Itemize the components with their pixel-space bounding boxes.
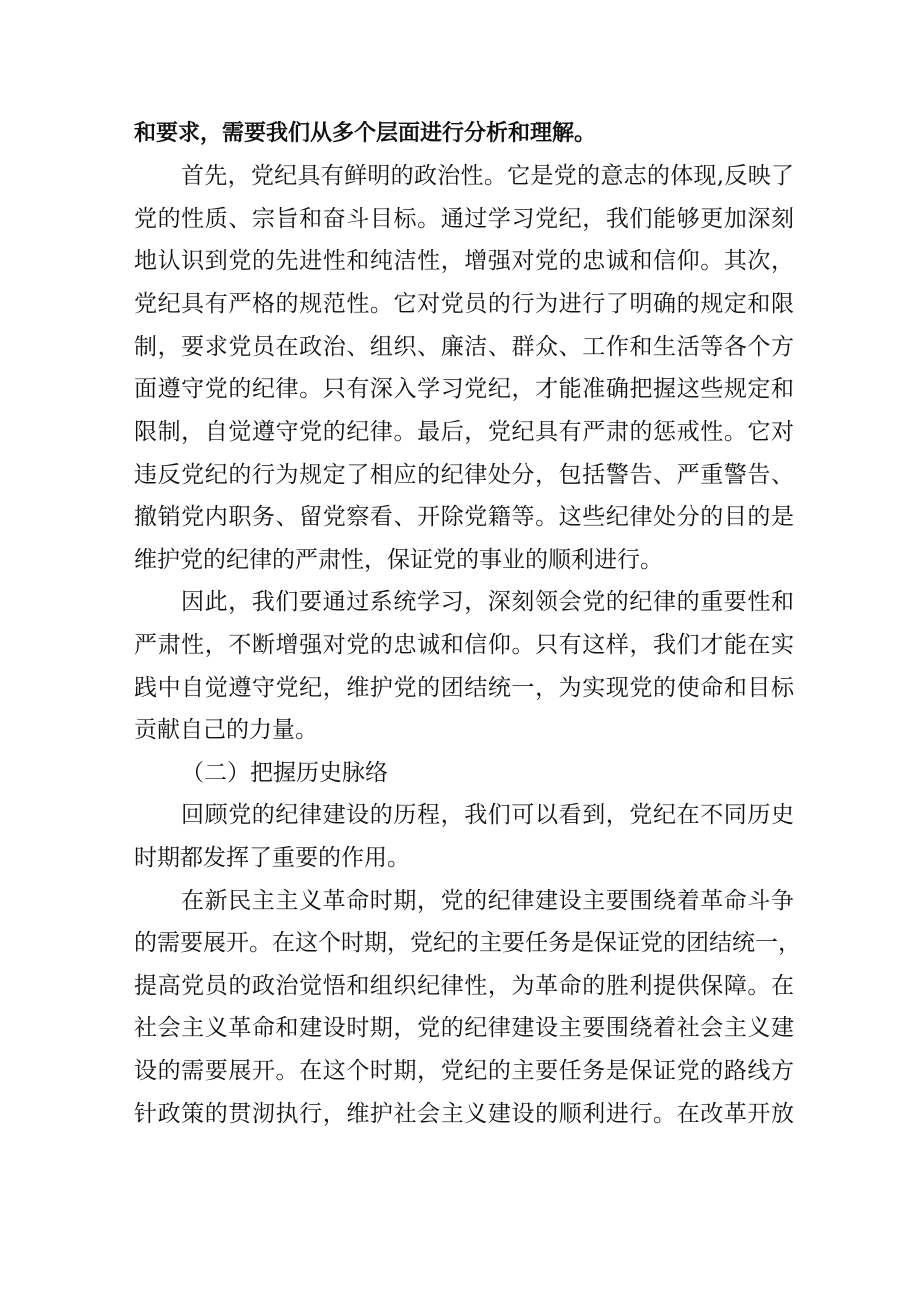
paragraph-line: 面遵守党的纪律。只有深入学习党纪，才能准确把握这些规定和 <box>134 376 794 402</box>
paragraph-line: 维护党的纪律的严肃性，保证党的事业的顺利进行。 <box>134 547 663 573</box>
paragraph-line: 党纪具有严格的规范性。它对党员的行为进行了明确的规定和限 <box>134 291 794 317</box>
paragraph-line: 时期都发挥了重要的作用。 <box>134 845 410 871</box>
paragraph-line: 设的需要展开。在这个时期，党纪的主要任务是保证党的路线方 <box>134 1058 794 1084</box>
paragraph-line: 贡献自己的力量。 <box>134 717 318 743</box>
paragraph-line: 违反党纪的行为规定了相应的纪律处分，包括警告、严重警告、 <box>134 462 794 488</box>
paragraph-line: 和要求，需要我们从多个层面进行分析和理解。 <box>134 121 597 146</box>
paragraph-line: 社会主义革命和建设时期，党的纪律建设主要围绕着社会主义建 <box>134 1015 794 1041</box>
paragraph-line: 严肃性，不断增强对党的忠诚和信仰。只有这样，我们才能在实 <box>134 632 794 658</box>
paragraph-line: 党的性质、宗旨和奋斗目标。通过学习党纪，我们能够更加深刻 <box>134 206 794 232</box>
paragraph-line: 制，要求党员在政治、组织、廉洁、群众、工作和生活等各个方 <box>134 334 794 360</box>
paragraph-line: 限制，自觉遵守党的纪律。最后，党纪具有严肃的惩戒性。它对 <box>134 419 794 445</box>
paragraph-line: 在新民主主义革命时期，党的纪律建设主要围绕着革命斗争 <box>181 888 794 914</box>
paragraph-line: 回顾党的纪律建设的历程，我们可以看到，党纪在不同历史 <box>181 802 794 828</box>
paragraph-line: 地认识到党的先进性和纯洁性，增强对党的忠诚和信仰。其次， <box>134 248 794 274</box>
paragraph-line: 践中自觉遵守党纪，维护党的团结统一，为实现党的使命和目标 <box>134 675 794 701</box>
paragraph-line: 提高党员的政治觉悟和组织纪律性，为革命的胜利提供保障。在 <box>134 973 794 999</box>
paragraph-line: 首先，党纪具有鲜明的政治性。它是党的意志的体现,反映了 <box>181 163 794 189</box>
section-heading: （二）把握历史脉络 <box>181 760 388 786</box>
paragraph-line: 的需要展开。在这个时期，党纪的主要任务是保证党的团结统一， <box>134 930 801 956</box>
paragraph-line: 撤销党内职务、留党察看、开除党籍等。这些纪律处分的目的是 <box>134 504 794 530</box>
paragraph-line: 针政策的贯沏执行，维护社会主义建设的顺利进行。在改革开放 <box>134 1101 794 1127</box>
paragraph-line: 因此，我们要通过系统学习，深刻领会党的纪律的重要性和 <box>181 589 794 615</box>
